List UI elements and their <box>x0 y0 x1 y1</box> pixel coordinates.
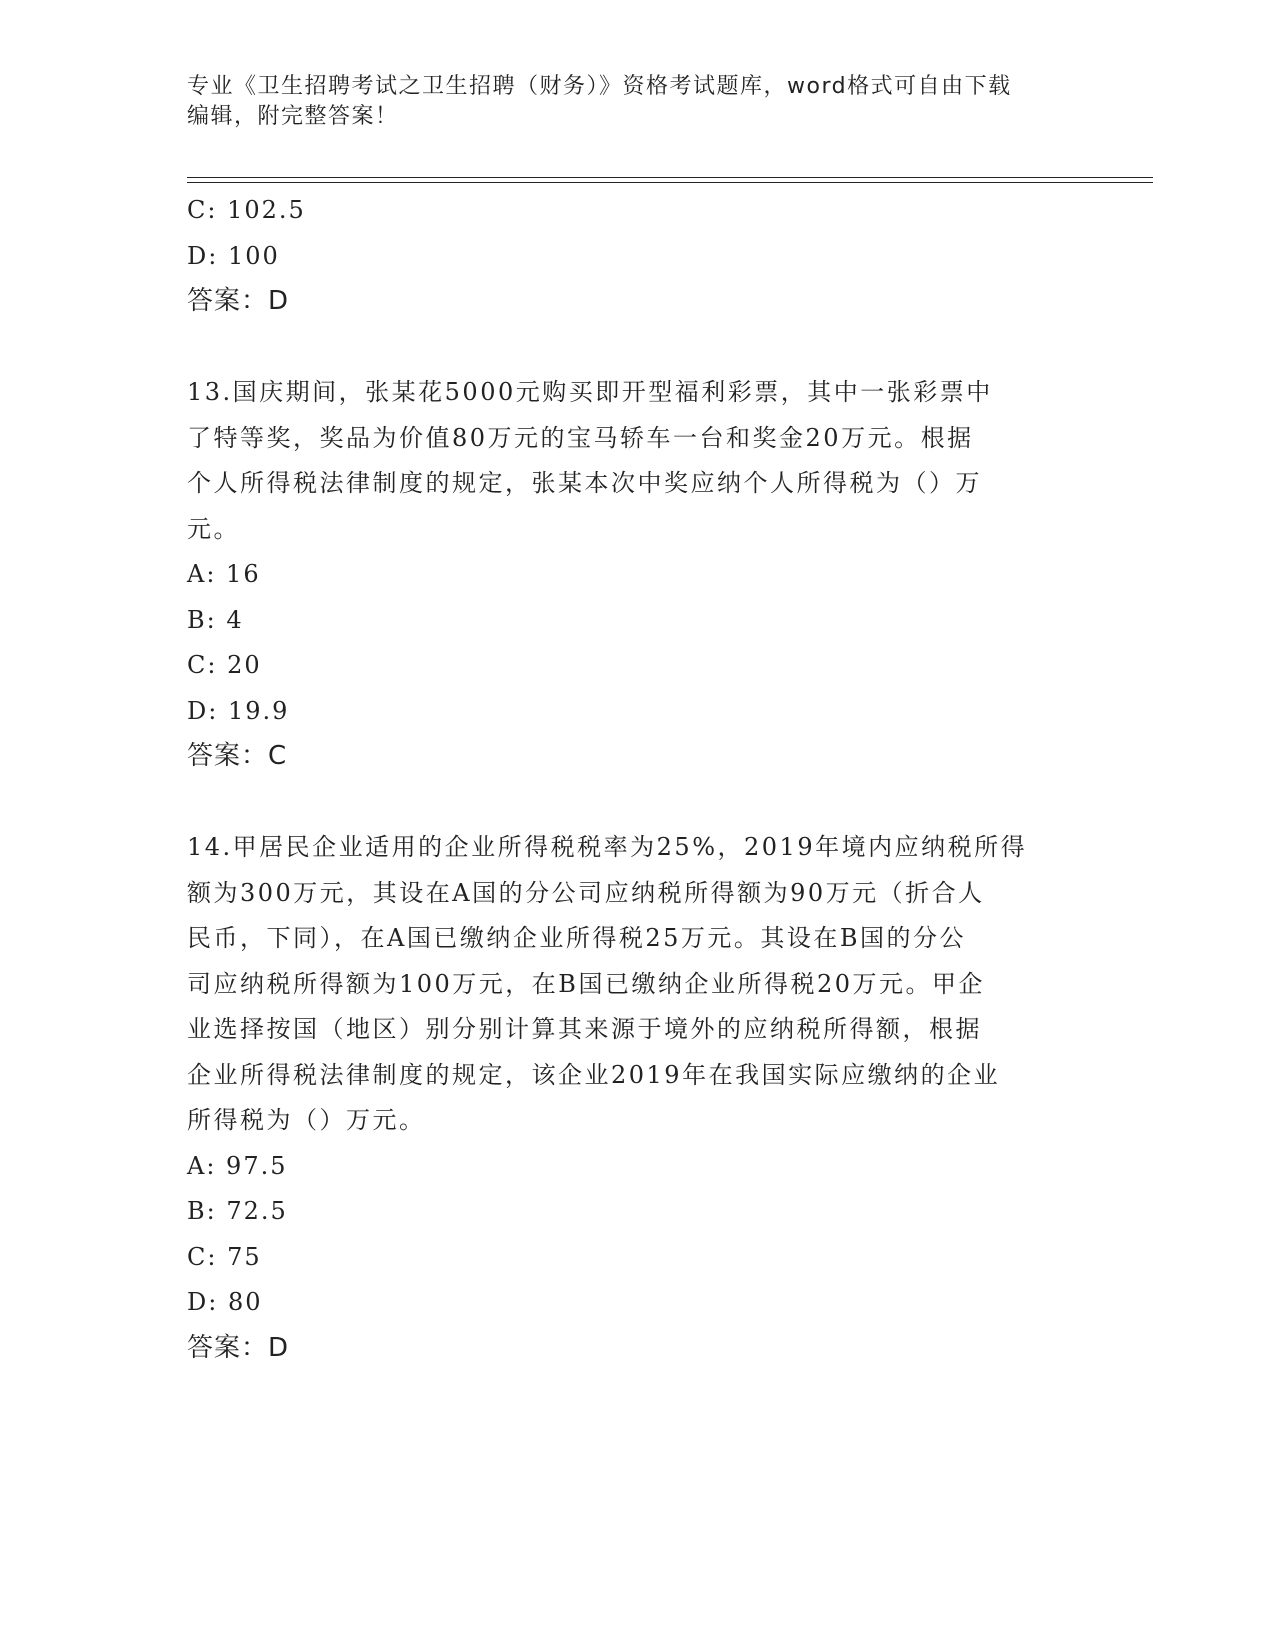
option-a: A: 16 <box>187 560 261 588</box>
question-14-text <box>187 825 1067 1144</box>
spacer <box>187 780 1087 826</box>
header-line-1: 专业《卫生招聘考试之卫生招聘（财务）》资格考试题库，word格式可自由下载 <box>187 74 1012 99</box>
question-14-line: 企业所得税法律制度的规定，该企业2019年在我国实际应缴纳的企业 <box>187 1060 1001 1089</box>
question-14-line: 业选择按国（地区）别分别计算其来源于境外的应纳税所得额，根据 <box>187 1015 982 1043</box>
option-b: B: 4 <box>187 605 244 634</box>
header-divider-top <box>187 177 1153 178</box>
question-13-text <box>187 370 1067 552</box>
page-header <box>187 72 1067 132</box>
question-14-line: 司应纳税所得额为100万元，在B国已缴纳企业所得税20万元。甲企 <box>187 969 985 998</box>
answer-line: 答案：C <box>187 741 288 771</box>
spacer <box>187 325 1087 371</box>
question-14-options <box>187 1144 1087 1326</box>
option-d: D: 80 <box>187 1288 263 1316</box>
option-c: C: 20 <box>187 651 262 679</box>
answer-line: 答案：D <box>187 1332 290 1363</box>
question-13-line: 元。 <box>187 514 240 543</box>
option-c: C: 102.5 <box>187 196 306 224</box>
question-13-line: 了特等奖，奖品为价值80万元的宝马轿车一台和奖金20万元。根据 <box>187 423 974 452</box>
question-13-line: 个人所得税法律制度的规定，张某本次中奖应纳个人所得税为（）万 <box>187 469 982 497</box>
option-b: B: 72.5 <box>187 1197 288 1225</box>
question-14-line: 所得税为（）万元。 <box>187 1106 426 1134</box>
answer-line: 答案：D <box>187 286 290 316</box>
question-14-line: 14.甲居民企业适用的企业所得税税率为25%，2019年境内应纳税所得 <box>187 833 1028 861</box>
question-14-line: 民币，下同），在A国已缴纳企业所得税25万元。其设在B国的分公 <box>187 924 967 952</box>
question-content <box>187 188 1087 1371</box>
option-d: D: 100 <box>187 241 280 270</box>
question-14-line: 额为300万元，其设在A国的分公司应纳税所得额为90万元（折合人 <box>187 878 985 907</box>
header-divider-bottom <box>187 182 1153 183</box>
header-line-2: 编辑，附完整答案！ <box>187 104 399 129</box>
option-a: A: 97.5 <box>187 1151 288 1180</box>
question-13-line: 13.国庆期间，张某花5000元购买即开型福利彩票，其中一张彩票中 <box>187 378 993 406</box>
option-c: C: 75 <box>187 1242 262 1271</box>
option-d: D: 19.9 <box>187 696 290 725</box>
prev-question-options <box>187 188 1087 279</box>
question-13-options <box>187 552 1087 734</box>
